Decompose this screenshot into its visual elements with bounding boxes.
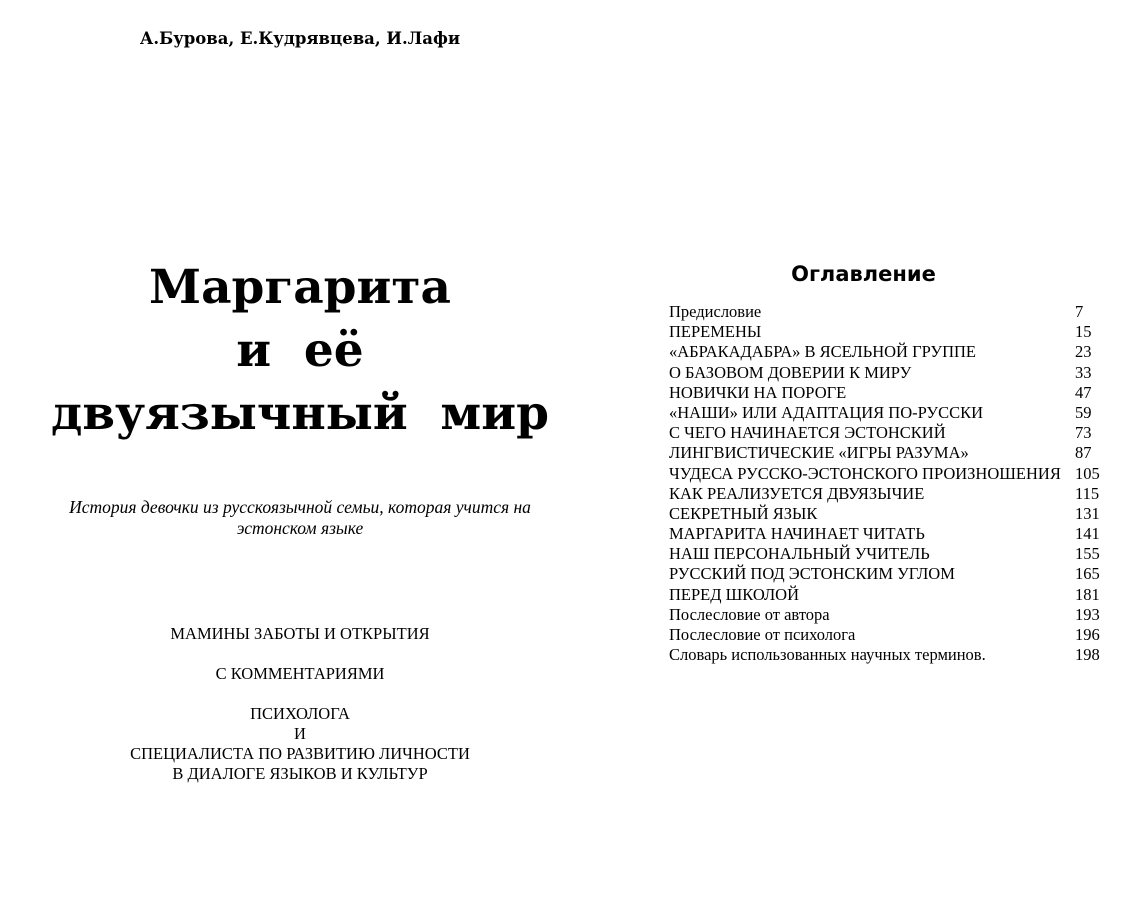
note-line-1: МАМИНЫ ЗАБОТЫ И ОТКРЫТИЯ xyxy=(170,624,430,643)
note-line-2: С КОММЕНТАРИЯМИ xyxy=(215,664,385,683)
toc-entry-page: 87 xyxy=(1075,443,1092,463)
toc-entry-title: СЕКРЕТНЫЙ ЯЗЫК xyxy=(669,503,818,523)
toc-entry-title: КАК РЕАЛИЗУЕТСЯ ДВУЯЗЫЧИЕ xyxy=(669,483,925,503)
toc-row xyxy=(669,443,1139,463)
toc-entry-title: ПЕРЕМЕНЫ xyxy=(669,322,762,342)
toc-entry-title: ПЕРЕД ШКОЛОЙ xyxy=(669,584,799,604)
toc-entry-page: 33 xyxy=(1075,362,1092,382)
toc-entry-page: 181 xyxy=(1075,584,1100,604)
toc-entry-page: 7 xyxy=(1075,302,1084,321)
toc-row xyxy=(669,625,1139,645)
toc-entry-title: НОВИЧКИ НА ПОРОГЕ xyxy=(669,382,847,402)
toc-row xyxy=(669,403,1139,423)
toc-entry-title: С ЧЕГО НАЧИНАЕТСЯ ЭСТОНСКИЙ xyxy=(669,423,946,443)
authors: А.Бурова, Е.Кудрявцева, И.Лафи xyxy=(139,29,461,48)
note-spacer xyxy=(0,644,600,664)
toc-entry-page: 196 xyxy=(1075,625,1100,644)
toc-row xyxy=(669,484,1139,504)
book-title-line-2: и её xyxy=(236,323,364,378)
table-of-contents xyxy=(669,302,1139,665)
toc-entry-page: 115 xyxy=(1075,483,1100,503)
toc-entry-page: 15 xyxy=(1075,322,1092,342)
toc-entry-page: 47 xyxy=(1075,382,1092,402)
toc-row xyxy=(669,363,1139,383)
toc-entry-title: Послесловие от автора xyxy=(669,604,830,624)
toc-row xyxy=(669,645,1139,665)
toc-row xyxy=(669,464,1139,484)
book-title-line-1: Маргарита xyxy=(149,260,451,315)
toc-entry-page: 198 xyxy=(1075,645,1100,665)
book-title-line-3: двуязычный мир xyxy=(51,386,549,441)
toc-entry-title: ЧУДЕСА РУССКО-ЭСТОНСКОГО ПРОИЗНОШЕНИЯ xyxy=(669,463,1061,483)
toc-entry-title: «АБРАКАДАБРА» В ЯСЕЛЬНОЙ ГРУППЕ xyxy=(669,342,976,362)
toc-entry-page: 131 xyxy=(1075,503,1100,523)
toc-entry-page: 193 xyxy=(1075,604,1100,624)
book-subtitle: История девочки из русскоязычной семьи, которая учится на эстонском языке xyxy=(69,497,531,538)
toc-row xyxy=(669,423,1139,443)
note-line-3: ПСИХОЛОГА xyxy=(250,704,350,723)
contents-heading: Оглавление xyxy=(791,262,936,286)
book-title xyxy=(0,256,600,445)
toc-entry-page: 73 xyxy=(1075,423,1092,443)
toc-row xyxy=(669,564,1139,584)
toc-entry-page: 155 xyxy=(1075,544,1100,564)
toc-row xyxy=(669,524,1139,544)
toc-row xyxy=(669,342,1139,362)
toc-entry-page: 59 xyxy=(1075,402,1092,422)
toc-entry-page: 105 xyxy=(1075,463,1100,483)
toc-entry-page: 165 xyxy=(1075,564,1100,584)
toc-row xyxy=(669,585,1139,605)
note-line-5: СПЕЦИАЛИСТА ПО РАЗВИТИЮ ЛИЧНОСТИ xyxy=(130,744,470,763)
toc-entry-title: Словарь использованных научных терминов. xyxy=(669,645,986,665)
title-notes xyxy=(0,624,600,784)
toc-row xyxy=(669,322,1139,342)
toc-row xyxy=(669,302,1139,322)
toc-entry-title: О БАЗОВОМ ДОВЕРИИ К МИРУ xyxy=(669,362,912,382)
toc-entry-title: НАШ ПЕРСОНАЛЬНЫЙ УЧИТЕЛЬ xyxy=(669,544,930,564)
toc-entry-title: МАРГАРИТА НАЧИНАЕТ ЧИТАТЬ xyxy=(669,524,925,544)
toc-entry-title: Предисловие xyxy=(669,302,762,321)
toc-row xyxy=(669,504,1139,524)
toc-entry-title: «НАШИ» ИЛИ АДАПТАЦИЯ ПО-РУССКИ xyxy=(669,402,984,422)
note-line-6: В ДИАЛОГЕ ЯЗЫКОВ И КУЛЬТУР xyxy=(172,764,428,783)
toc-row xyxy=(669,605,1139,625)
toc-entry-title: Послесловие от психолога xyxy=(669,625,856,644)
note-spacer xyxy=(0,684,600,704)
contents-page xyxy=(600,0,1148,905)
toc-entry-page: 141 xyxy=(1075,524,1100,544)
toc-entry-title: РУССКИЙ ПОД ЭСТОНСКИМ УГЛОМ xyxy=(669,564,955,584)
note-line-4: И xyxy=(294,724,306,743)
toc-entry-page: 23 xyxy=(1075,342,1092,362)
toc-entry-title: ЛИНГВИСТИЧЕСКИЕ «ИГРЫ РАЗУМА» xyxy=(669,443,969,463)
toc-row xyxy=(669,383,1139,403)
toc-row xyxy=(669,544,1139,564)
